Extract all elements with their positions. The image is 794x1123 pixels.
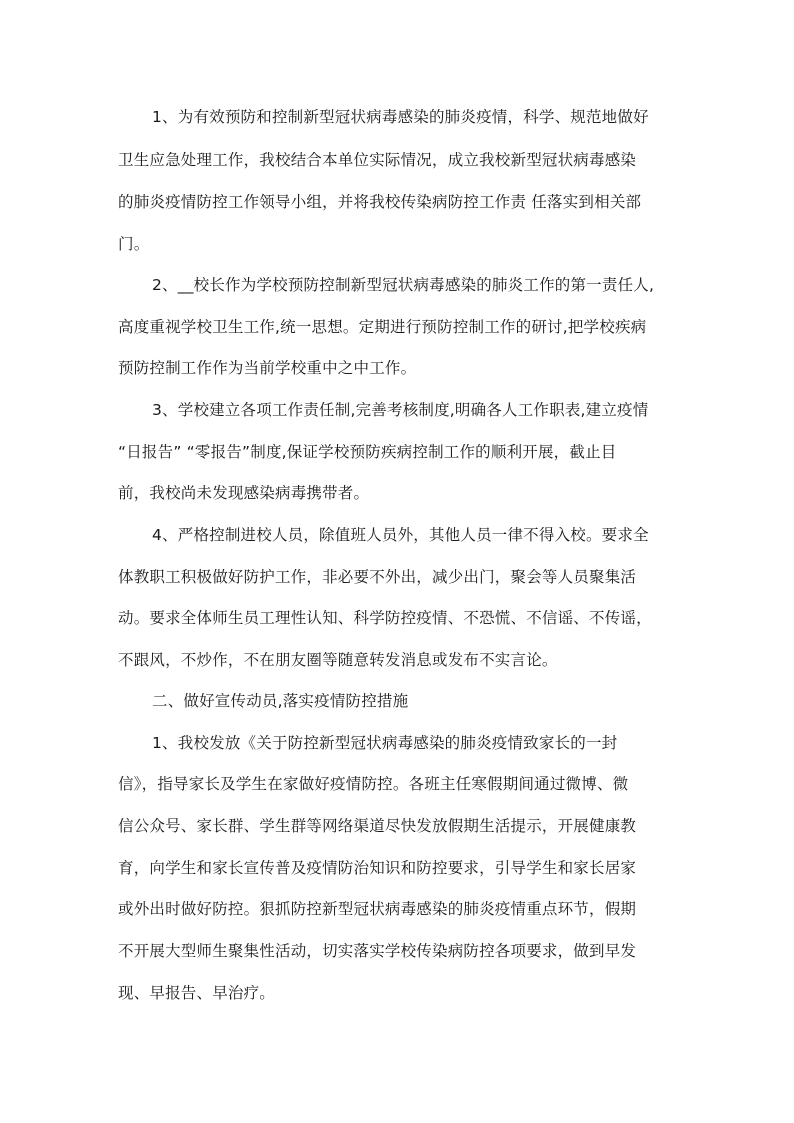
para-1-line-4: 门。 <box>118 235 150 253</box>
para-3-line-3: 前，我校尚未发现感染病毒携带者。 <box>118 484 370 502</box>
para-4-line-2: 体教职工积极做好防护工作，非必要不外出，减少出门，聚会等人员聚集活 <box>118 568 637 586</box>
para-5-line-5: 或外出时做好防控。狠抓防控新型冠状病毒感染的肺炎疫情重点环节，假期 <box>118 900 637 918</box>
para-1-line-3: 的肺炎疫情防控工作领导小组，并将我校传染病防控工作责 任落实到相关部 <box>118 193 642 211</box>
para-1-line-2: 卫生应急处理工作，我校结合本单位实际情况，成立我校新型冠状病毒感染 <box>118 151 637 169</box>
para-5-line-2: 信》，指导家长及学生在家做好疫情防控。各班主任寒假期间通过微博、微 <box>118 775 629 793</box>
para-2-line-1: 2、__校长作为学校预防控制新型冠状病毒感染的肺炎工作的第一责任人, <box>152 276 655 294</box>
para-5-line-4: 育，向学生和家长宣传普及疫情防治知识和防控要求，引导学生和家长居家 <box>118 859 637 877</box>
para-5-line-7: 现、早报告、早治疗。 <box>118 984 276 1002</box>
para-4-line-3: 动。要求全体师生员工理性认知、科学防控疫情、不恐慌、不信谣、不传谣， <box>118 609 652 627</box>
para-4-line-1: 4、严格控制进校人员，除值班人员外，其他人员一律不得入校。要求全 <box>152 526 649 544</box>
para-4-line-4: 不跟风，不炒作，不在朋友圈等随意转发消息或发布不实言论。 <box>118 651 558 669</box>
para-2-line-2: 高度重视学校卫生工作,统一思想。定期进行预防控制工作的研讨,把学校疾病 <box>118 318 647 336</box>
para-2-line-3: 预防控制工作作为当前学校重中之中工作。 <box>118 359 417 377</box>
para-3-line-1: 3、学校建立各项工作责任制,完善考核制度,明确各人工作职表,建立疫情 <box>152 401 649 419</box>
para-1-line-1: 1、为有效预防和控制新型冠状病毒感染的肺炎疫情，科学、规范地做好 <box>152 108 649 126</box>
section-heading: 二、做好宣传动员,落实疫情防控措施 <box>152 692 409 710</box>
para-3-line-2: “日报告” “零报告”制度,保证学校预防疾病控制工作的顺利开展，截止目 <box>118 443 617 461</box>
para-5-line-3: 信公众号、家长群、学生群等网络渠道尽快发放假期生活提示，开展健康教 <box>118 817 637 835</box>
para-5-line-6: 不开展大型师生聚集性活动，切实落实学校传染病防控各项要求，做到早发 <box>118 942 637 960</box>
para-5-line-1: 1、我校发放《关于防控新型冠状病毒感染的肺炎疫情致家长的一封 <box>152 734 618 752</box>
